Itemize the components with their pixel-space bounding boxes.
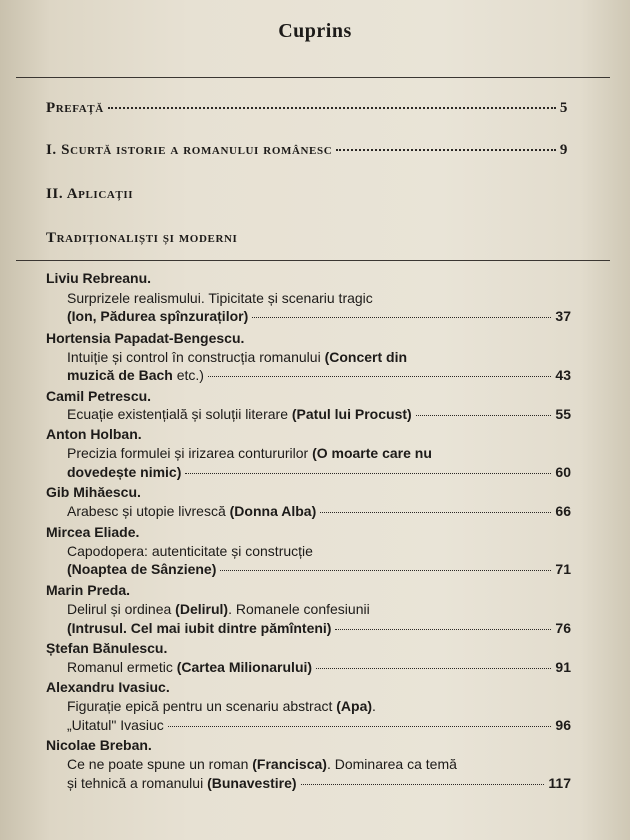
entry-title: muzică de Bach [67, 367, 173, 383]
dot-leader [320, 512, 551, 513]
toc-entry-mihaescu[interactable]: Arabesc și utopie livrescă (Donna Alba) 66 [67, 503, 571, 519]
toc-entry-prefata[interactable] [46, 100, 568, 117]
entry-title: dovedește nimic) [67, 464, 182, 480]
page-number: 117 [548, 775, 571, 791]
author-name: Gib Mihăescu. [46, 484, 141, 500]
entry-description: Surprizele realismului. Tipicitate și scenariu tragic [67, 290, 373, 306]
page-number: 43 [555, 367, 571, 383]
page-number: 9 [559, 142, 568, 158]
page-title: Cuprins [278, 20, 352, 42]
dot-leader [108, 107, 556, 109]
entry-title: (Noaptea de Sânziene) [67, 561, 217, 577]
dot-leader [301, 784, 545, 785]
toc-entry-rebreanu[interactable] [67, 308, 571, 324]
page-number: 96 [555, 717, 571, 733]
entry-title: „Uitatul" Ivasiuc [67, 717, 164, 733]
page-number: 76 [555, 620, 571, 636]
entry-description: Delirul și ordinea (Delirul). Romanele confesiunii [67, 601, 370, 617]
section-rule [16, 260, 610, 261]
author-name: Alexandru Ivasiuc. [46, 679, 170, 695]
dot-leader [208, 376, 551, 377]
dot-leader [185, 473, 551, 474]
author-name: Marin Preda. [46, 582, 131, 598]
entry-title: (Donna Alba) [229, 503, 317, 519]
page-number: 71 [555, 561, 571, 577]
entry-description: Capodopera: autenticitate și construcție [67, 543, 313, 559]
author-name: Mircea Eliade. [46, 524, 140, 540]
toc-entry-eliade[interactable] [67, 561, 571, 577]
page-number: 60 [555, 464, 571, 480]
entry-title: (Ion, Pădurea spînzuraților) [67, 308, 249, 324]
author-name: Anton Holban. [46, 426, 142, 442]
page-number: 5 [559, 100, 568, 116]
entry-description: Ce ne poate spune un roman (Francisca). Dominarea ca temă [67, 756, 457, 772]
toc-entry-holban[interactable] [67, 464, 571, 480]
entry-label: II. Aplicații [46, 186, 134, 202]
entry-title: (Intrusul. Cel mai iubit dintre pămînteni) [67, 620, 332, 636]
section-label: Tradiționaliști și moderni [46, 230, 238, 246]
page-number: 37 [555, 308, 571, 324]
entry-title: (Cartea Milionarului) [176, 659, 313, 675]
dot-leader [416, 415, 552, 416]
entry-description: Figurație epică pentru un scenariu abstract (Apa). [67, 698, 376, 714]
toc-entry-preda[interactable] [67, 620, 571, 636]
dot-leader [316, 668, 551, 669]
toc-entry-papadat-bengescu[interactable]: muzică de Bach etc.) 43 [67, 367, 571, 383]
toc-entry-petrescu[interactable]: Ecuație existențială și soluții literare (Patul lui Procust) 55 [67, 406, 571, 422]
entry-label: I. Scurtă istorie a romanului românesc [46, 142, 333, 158]
toc-entry-breban[interactable]: și tehnică a romanului (Bunavestire) 117 [67, 775, 571, 791]
toc-section-heading [46, 230, 237, 247]
dot-leader [220, 570, 551, 571]
author-name: Liviu Rebreanu. [46, 270, 152, 286]
author-name: Ștefan Bănulescu. [46, 640, 168, 656]
author-name: Nicolae Breban. [46, 737, 152, 753]
page-number: 55 [555, 406, 571, 422]
toc-entry-istorie[interactable] [46, 142, 568, 159]
dot-leader [336, 149, 556, 151]
page-number: 66 [555, 503, 571, 519]
author-name: Hortensia Papadat-Bengescu. [46, 330, 245, 346]
dot-leader [168, 726, 552, 727]
toc-entry-ivasiuc[interactable] [67, 717, 571, 733]
entry-description: Intuiție și control în construcția romanului (Concert din [67, 349, 408, 365]
toc-entry-banulescu[interactable]: Romanul ermetic (Cartea Milionarului) 91 [67, 659, 571, 675]
toc-entry-aplicatii[interactable] [46, 186, 133, 203]
entry-title: (Patul lui Procust) [291, 406, 412, 422]
author-name: Camil Petrescu. [46, 388, 152, 404]
entry-label: Prefață [46, 100, 104, 116]
entry-title: (Bunavestire) [207, 775, 297, 791]
dot-leader [252, 317, 551, 318]
header-rule [16, 77, 610, 78]
entry-description: Precizia formulei și irizarea contururilor (O moarte care nu [67, 445, 432, 461]
dot-leader [335, 629, 551, 630]
page-number: 91 [555, 659, 571, 675]
